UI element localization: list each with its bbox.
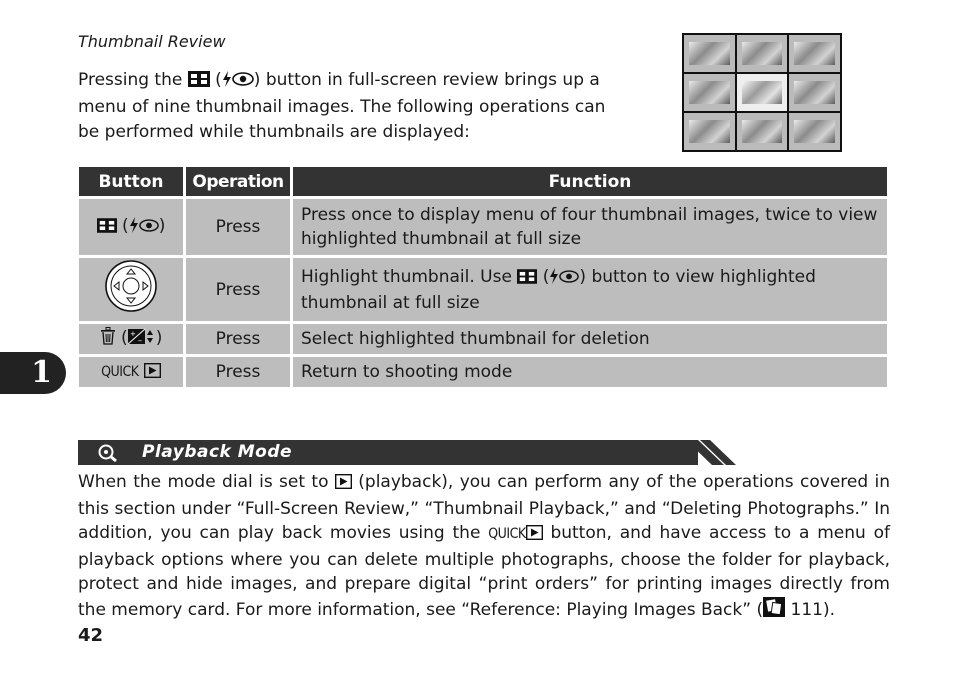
quick-label: QUICK [101,364,139,380]
button-cell: ( + – ) [79,324,183,354]
red-eye-icon [139,216,159,240]
subtitle: Thumbnail Review [78,32,226,51]
play-icon [335,472,352,497]
play-icon [526,523,543,548]
body-paragraph [78,470,890,625]
table-header-row [79,167,887,196]
function-cell: Select highlighted thumbnail for deletion [293,324,887,354]
reference-icon [763,597,785,625]
button-cell [79,357,183,387]
function-text-a: Highlight thumbnail. Use [301,266,512,287]
chapter-tab: 1 [0,352,66,394]
table-row [79,357,887,387]
operation-cell: Press [186,258,290,321]
red-eye-icon [559,267,579,291]
table-row [79,258,887,321]
function-cell: Return to shooting mode [293,357,887,387]
section-header-stripes [686,440,742,466]
thumbnail-button-icon [97,216,117,240]
intro-paragraph: Pressing the ( ) button in full-screen review brings up a menu of nine thumbnail images. The following operations can be performed while thumbnails are displayed: [78,70,606,142]
table-row [79,199,887,255]
flash-icon [222,70,232,95]
header-function: Function [293,167,887,196]
operation-cell: Press [186,357,290,387]
operations-table [76,164,890,390]
trash-icon [100,327,116,352]
thumbnail [684,35,735,72]
flash-icon [129,216,139,240]
thumbnail [789,113,840,150]
intro-text-2: button in full-screen review brings up a menu of nine thumbnail images. The following operations can be performed while thumbnails are displayed: [78,70,606,142]
thumbnail-button-icon [517,267,537,291]
svg-text:+: + [129,330,136,338]
svg-text:–: – [137,336,142,345]
thumbnail [789,35,840,72]
exposure-compensation-icon [128,328,156,352]
thumbnail-grid-image [682,33,842,152]
thumbnail [789,74,840,111]
quick-label: QUICK [488,526,526,543]
table-row [79,324,887,354]
function-text-b: button to view highlighted thumbnail at full size [301,266,816,313]
body-text-4: 111). [790,599,835,620]
operation-cell: Press [186,199,290,255]
function-cell: Press once to display menu of four thumbnail images, twice to view highlighted thumbnail at full size [293,199,887,255]
function-cell: Highlight thumbnail. Use ( ) button to view highlighted thumbnail at full size [293,258,887,321]
multi-selector-icon [103,260,159,319]
red-eye-icon [232,70,254,95]
thumbnail [684,74,735,111]
header-operation: Operation [186,167,290,196]
section-title: Playback Mode [142,442,293,462]
playback-mode-icon [98,444,118,466]
intro-text-1: Pressing the [78,70,183,90]
body-text-2: (playback), you can perform any of the operations covered in this section under “Full-Screen Review,” “Thumbnail Playback,” and “Deleting Photographs.” In addition, you can play back movies using the [78,472,891,544]
thumbnail [737,113,788,150]
thumbnail [684,113,735,150]
button-cell [79,258,183,321]
button-cell: ( ) [79,199,183,255]
body-text-1: When the mode dial is set to [78,472,329,492]
thumbnail-button-icon [188,70,210,95]
section-header [78,440,698,465]
thumbnail [737,74,788,111]
thumbnail [737,35,788,72]
flash-icon [549,267,559,291]
header-button: Button [79,167,183,196]
operation-cell: Press [186,324,290,354]
body-text-3: button, and have access to a menu of playback options where you can delete multiple photographs, choose the folder for playback, protect and hide images, and prepare digital “print orders” for printing images directly from the memory card. For more information, see “Reference: Playing Images Back” ( [78,523,890,620]
play-icon [144,361,161,385]
page-number: 42 [78,625,104,646]
